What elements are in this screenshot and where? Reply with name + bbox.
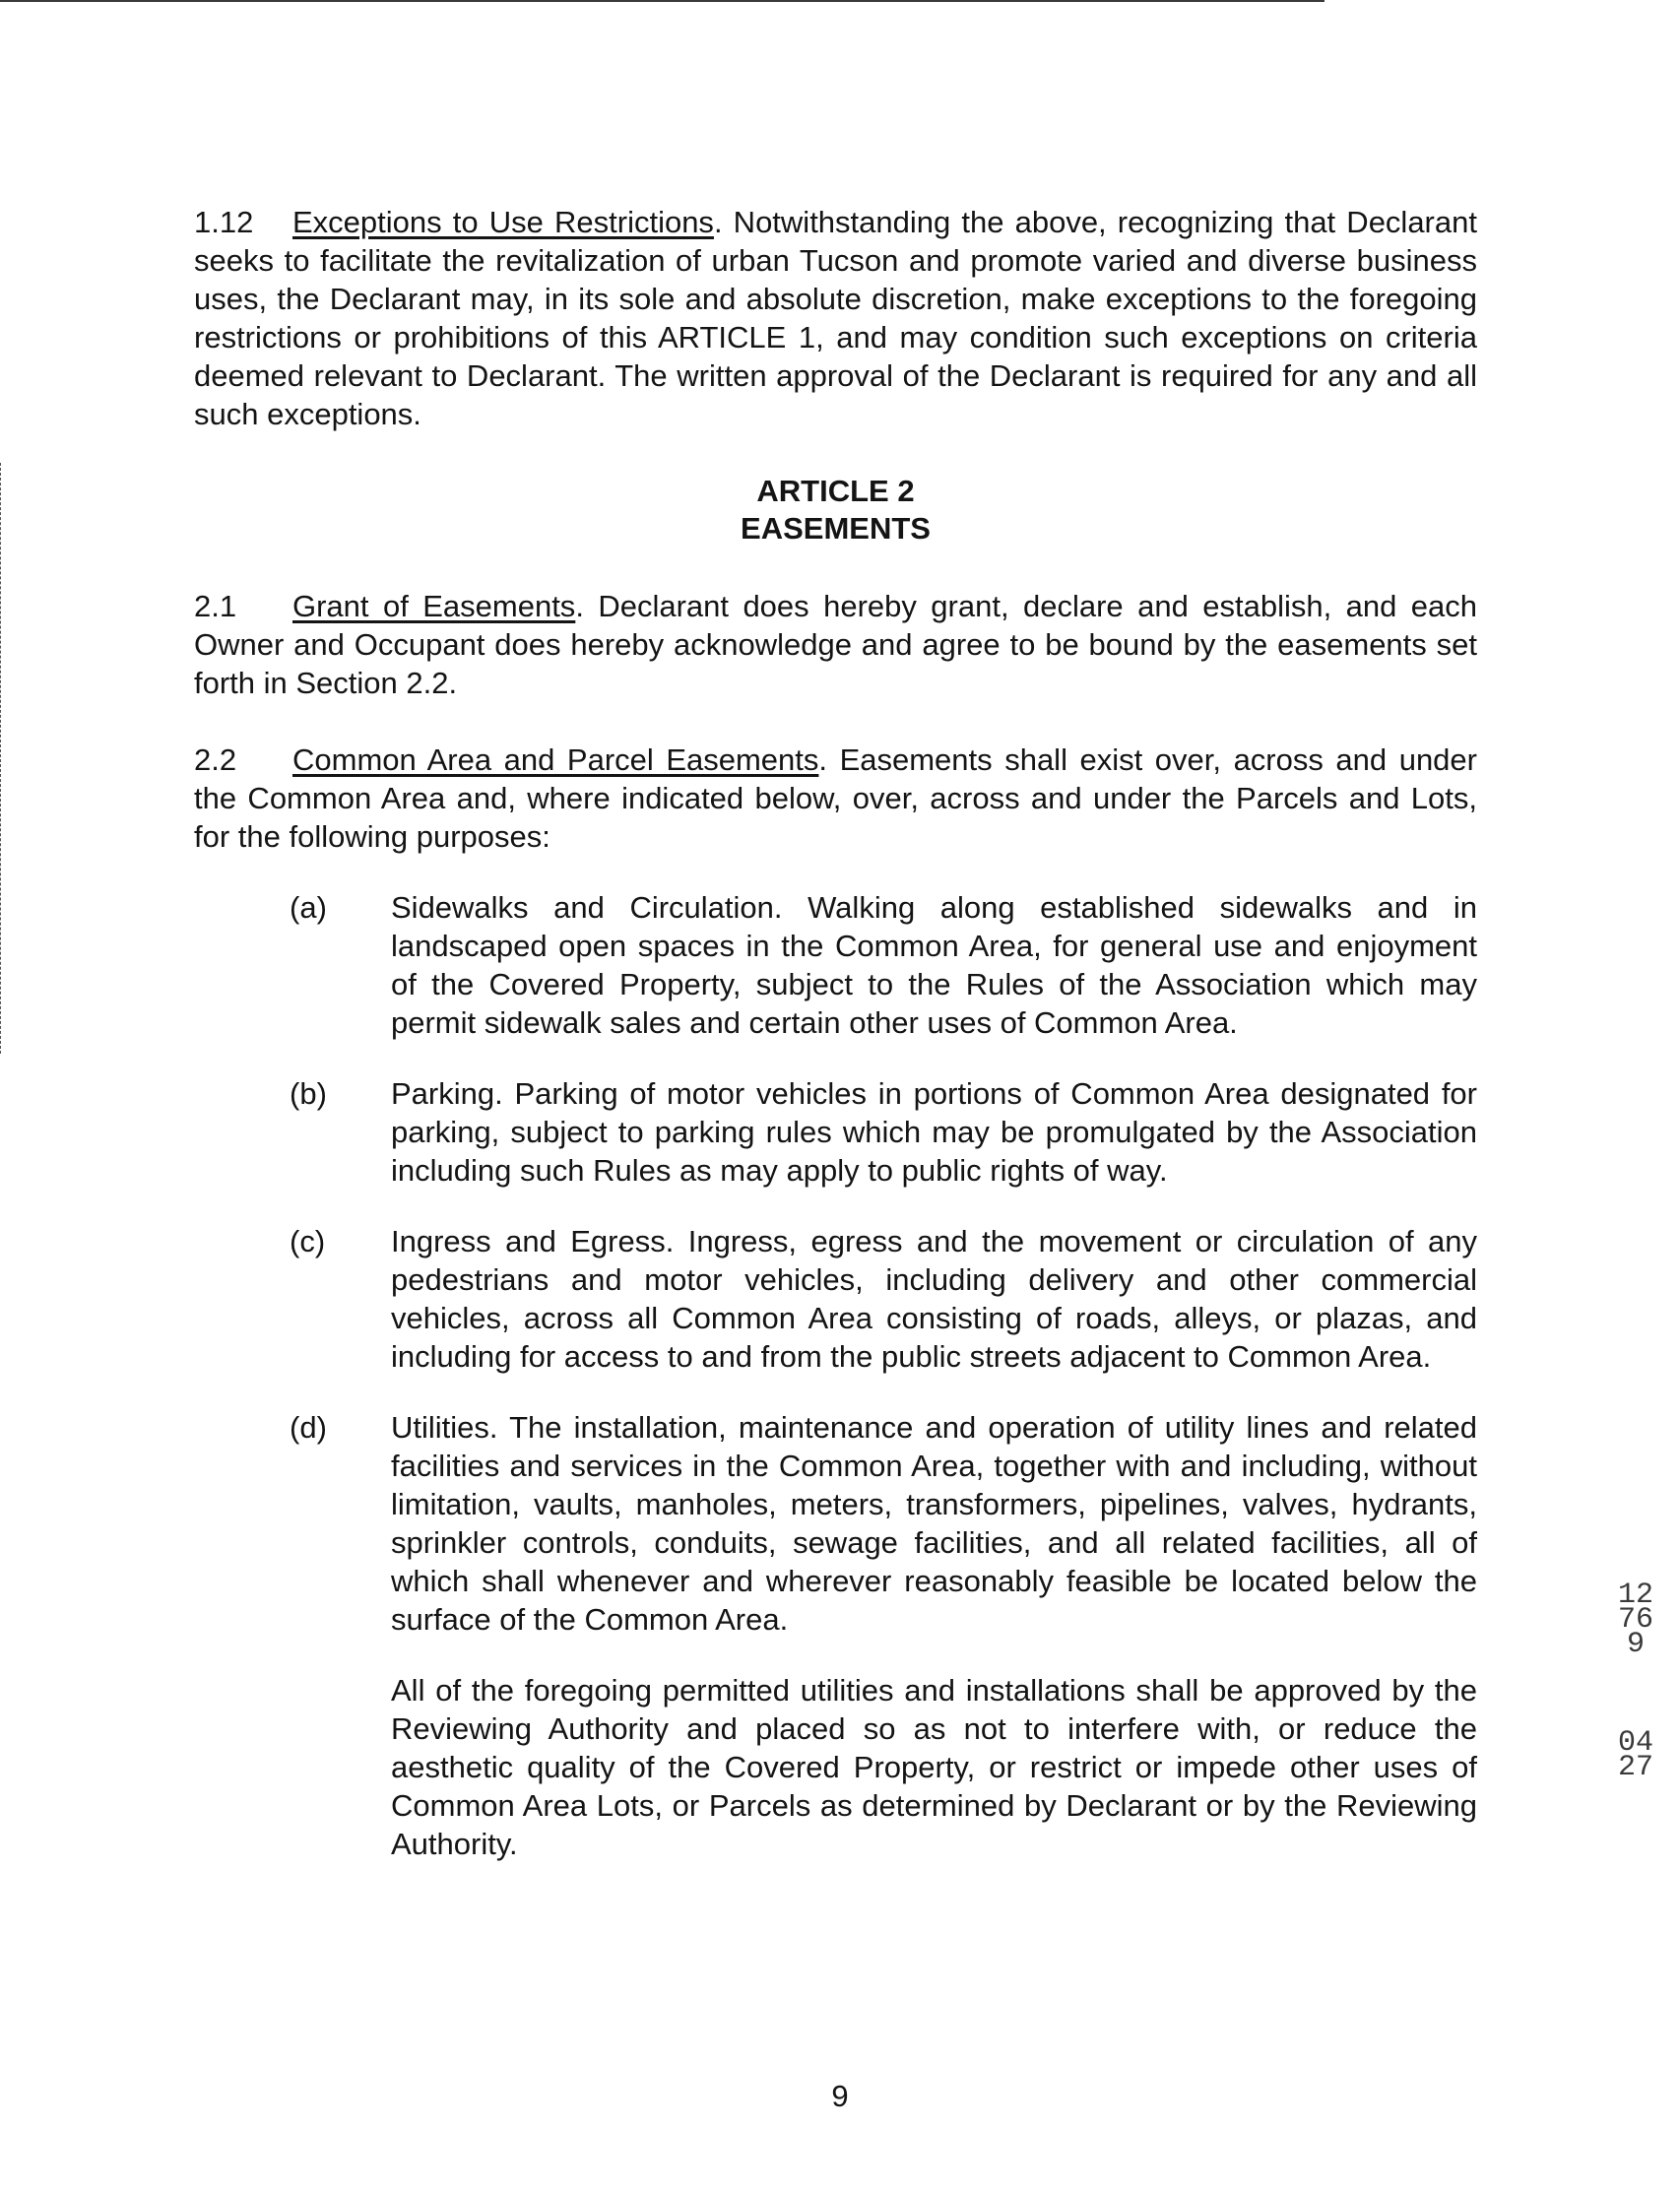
section-2-1 (194, 587, 1477, 702)
recording-stamp-part1: 12769 (1617, 1579, 1653, 1661)
list-item-text: Ingress and Egress. Ingress, egress and the movement or circulation of any pedestrians and motor vehicles, including delivery and other commercial vehicles, across all Common Area consisting of roads, alleys, or plazas, and including for access to and from the public streets adjacent to Common Area. (391, 1224, 1477, 1374)
article-heading (194, 473, 1477, 548)
section-number: 2.2 (194, 742, 237, 777)
list-item-a (194, 888, 1477, 1042)
list-item-label: (a) (290, 890, 327, 925)
section-body: . Easements shall exist over, across and under the Common Area and, where indicated below, over, across and under the Parcels and Lots, for the following purposes: (194, 742, 1477, 854)
article-number: ARTICLE 2 (756, 474, 915, 508)
list-item-c (194, 1222, 1477, 1376)
list-item-label: (c) (290, 1224, 326, 1258)
section-title: Common Area and Parcel Easements (292, 742, 819, 777)
section-title: Grant of Easements (292, 589, 576, 623)
list-item-label: (d) (290, 1410, 327, 1445)
section-number: 2.1 (194, 589, 237, 623)
utilities-continuation: All of the foregoing permitted utilities and installations shall be approved by the Reviewing Authority and placed so as not to interfere with, or reduce the aesthetic quality of the Covered Property, or restrict or impede other uses of Common Area Lots, or Parcels as determined by Declarant or by the Reviewing Authority. (391, 1673, 1477, 1861)
scan-margin-marks (0, 463, 4, 1054)
scan-edge-line (0, 0, 1325, 2)
article-title: EASEMENTS (741, 511, 931, 546)
list-item-text: Sidewalks and Circulation. Walking along established sidewalks and in landscaped open spaces in the Common Area, for general use and enjoyment of the Covered Property, subject to the Rules of the Association which may permit sidewalk sales and certain other uses of Common Area. (391, 890, 1477, 1040)
section-1-12 (194, 203, 1477, 433)
list-item-b (194, 1074, 1477, 1190)
recording-stamp-part2: 0427 (1617, 1726, 1653, 1784)
section-2-2 (194, 741, 1477, 856)
list-item-text: Utilities. The installation, maintenance and operation of utility lines and related facilities and services in the Common Area, together with and including, without limitation, vaults, manholes, meters, transformers, pipelines, valves, hydrants, sprinkler controls, conduits, sewage facilities, and all related facilities, all of which shall whenever and wherever reasonably feasible be located below the surface of the Common Area. (391, 1410, 1477, 1637)
list-item-d (194, 1408, 1477, 1639)
list-item-text: Parking. Parking of motor vehicles in portions of Common Area designated for parking, subject to parking rules which may be promulgated by the Association including such Rules as may apply to public rights of way. (391, 1076, 1477, 1188)
section-body: . Declarant does hereby grant, declare and establish, and each Owner and Occupant does hereby acknowledge and agree to be bound by the easements set forth in Section 2.2. (194, 589, 1477, 700)
section-body: . Notwithstanding the above, recognizing that Declarant seeks to facilitate the revitalization of urban Tucson and promote varied and diverse business uses, the Declarant may, in its sole and absolute discretion, make exceptions to the foregoing restrictions or prohibitions of this ARTICLE 1, and may condition such exceptions on criteria deemed relevant to Declarant. The written approval of the Declarant is required for any and all such exceptions. (194, 205, 1477, 431)
section-number: 1.12 (194, 205, 254, 239)
section-title: Exceptions to Use Restrictions (292, 205, 714, 239)
page-number: 9 (831, 2079, 849, 2113)
list-item-label: (b) (290, 1076, 327, 1111)
document-body (194, 203, 1477, 1863)
